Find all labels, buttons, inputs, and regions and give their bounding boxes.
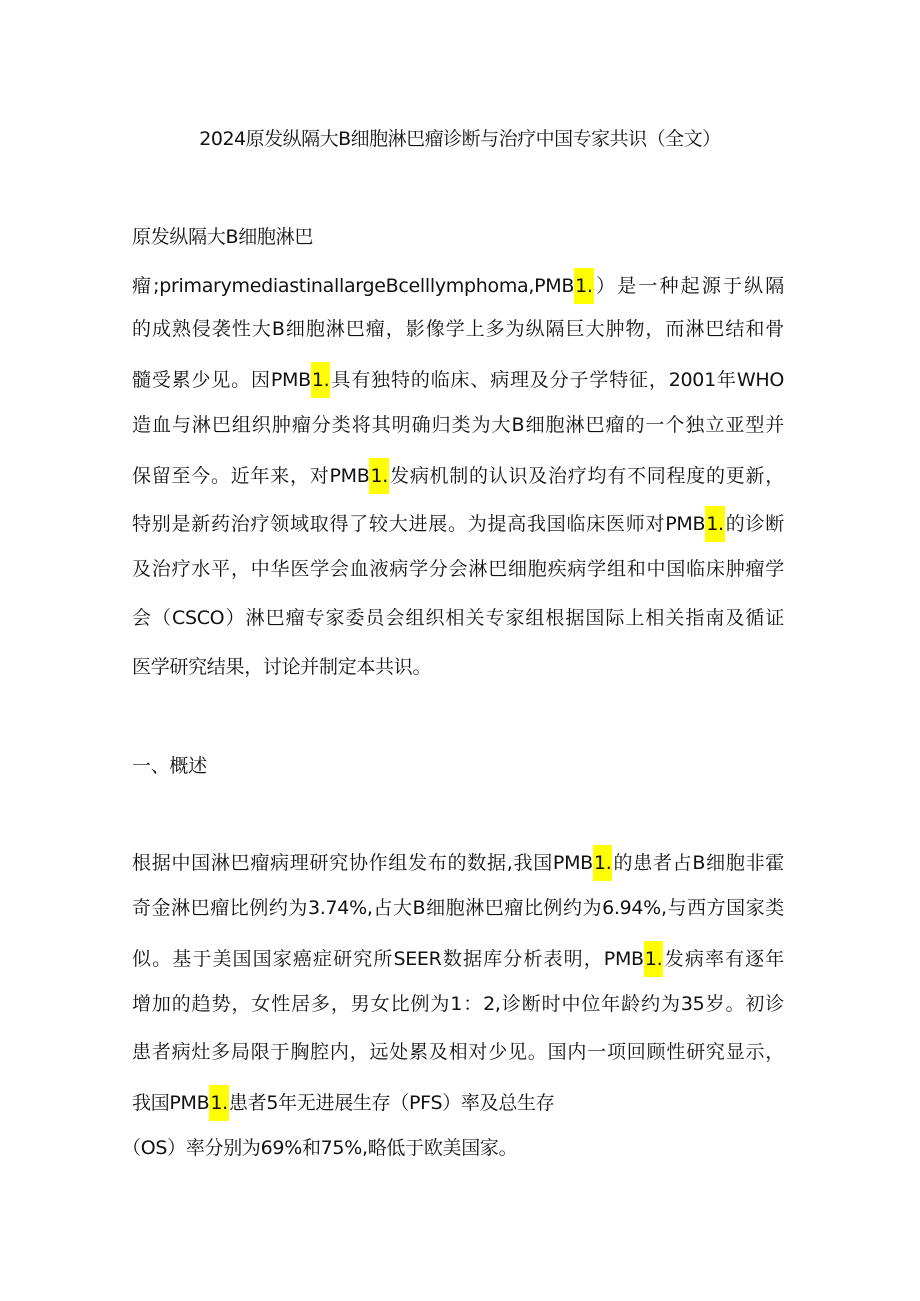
section1-line-5: 患者病灶多局限于胸腔内，远处累及相对少见。国内一项回顾性研究显示， [132,1041,784,1063]
intro-line-2-text-a: 瘤;primarymediastinallargeBcelllymphoma,PMB [132,275,575,297]
section1-line-7: （OS）率分别为69%和75%,略低于欧美国家。 [122,1137,518,1159]
section1-line-3 [132,941,784,977]
intro-line-2 [132,268,784,304]
section1-line-6-text-b: 患者5年无进展生存（PFS）率及总生存 [228,1092,555,1114]
section1-line-1-text-b: 的患者占B细胞非霍 [612,852,784,874]
section1-line-3-text-b: 发病率有逐年 [663,948,784,970]
section1-line-4: 增加的趋势，女性居多，男女比例为1：2,诊断时中位年龄约为35岁。初诊 [132,993,784,1015]
highlight-mark: 1. [593,845,613,881]
intro-line-4 [132,362,784,398]
intro-line-9: 会（CSCO）淋巴瘤专家委员会组织相关专家组根据国际上相关指南及循证 [132,607,784,629]
section1-line-2: 奇金淋巴瘤比例约为3.74%,占大B细胞淋巴瘤比例约为6.94%,与西方国家类 [132,897,784,919]
intro-line-1: 原发纵隔大B细胞淋巴 [132,226,314,248]
intro-line-4-text-a: 髓受累少见。因PMB [132,369,311,391]
intro-line-3: 的成熟侵袭性大B细胞淋巴瘤，影像学上多为纵隔巨大肿物，而淋巴结和骨 [132,318,784,340]
highlight-mark: 1. [705,506,725,542]
highlight-mark: 1. [644,941,664,977]
intro-line-6-text-b: 发病机制的认识及治疗均有不同程度的更新， [389,465,784,487]
intro-line-8: 及治疗水平，中华医学会血液病学分会淋巴细胞疾病学组和中国临床肿瘤学 [132,558,784,580]
section1-line-1 [132,845,784,881]
intro-line-6 [132,458,784,494]
highlight-mark: 1. [574,268,594,304]
intro-line-7 [132,506,784,542]
highlight-mark: 1. [311,362,331,398]
intro-line-7-text-a: 特别是新药治疗领域取得了较大进展。为提高我国临床医师对PMB [132,513,706,535]
intro-line-4-text-b: 具有独特的临床、病理及分子学特征，2001年WHO [330,369,784,391]
highlight-mark: 1. [369,458,389,494]
document-title: 2024原发纵隔大B细胞淋巴瘤诊断与治疗中国专家共识（全文） [199,128,721,150]
section-heading-overview: 一、概述 [132,755,207,777]
section1-line-3-text-a: 似。基于美国国家癌症研究所SEER数据库分析表明，PMB [132,948,644,970]
section1-line-6-text-a: 我国PMB [132,1092,210,1114]
intro-line-10: 医学研究结果，讨论并制定本共识。 [132,656,432,678]
section1-line-1-text-a: 根据中国淋巴瘤病理研究协作组发布的数据,我国PMB [132,852,593,874]
intro-line-2-text-b: ）是一种起源于纵隔 [593,275,784,297]
intro-line-7-text-b: 的诊断 [724,513,784,535]
intro-line-5: 造血与淋巴组织肿瘤分类将其明确归类为大B细胞淋巴瘤的一个独立亚型并 [132,414,784,436]
section1-line-6 [132,1085,554,1121]
intro-line-6-text-a: 保留至今。近年来，对PMB [132,465,370,487]
highlight-mark: 1. [209,1085,229,1121]
